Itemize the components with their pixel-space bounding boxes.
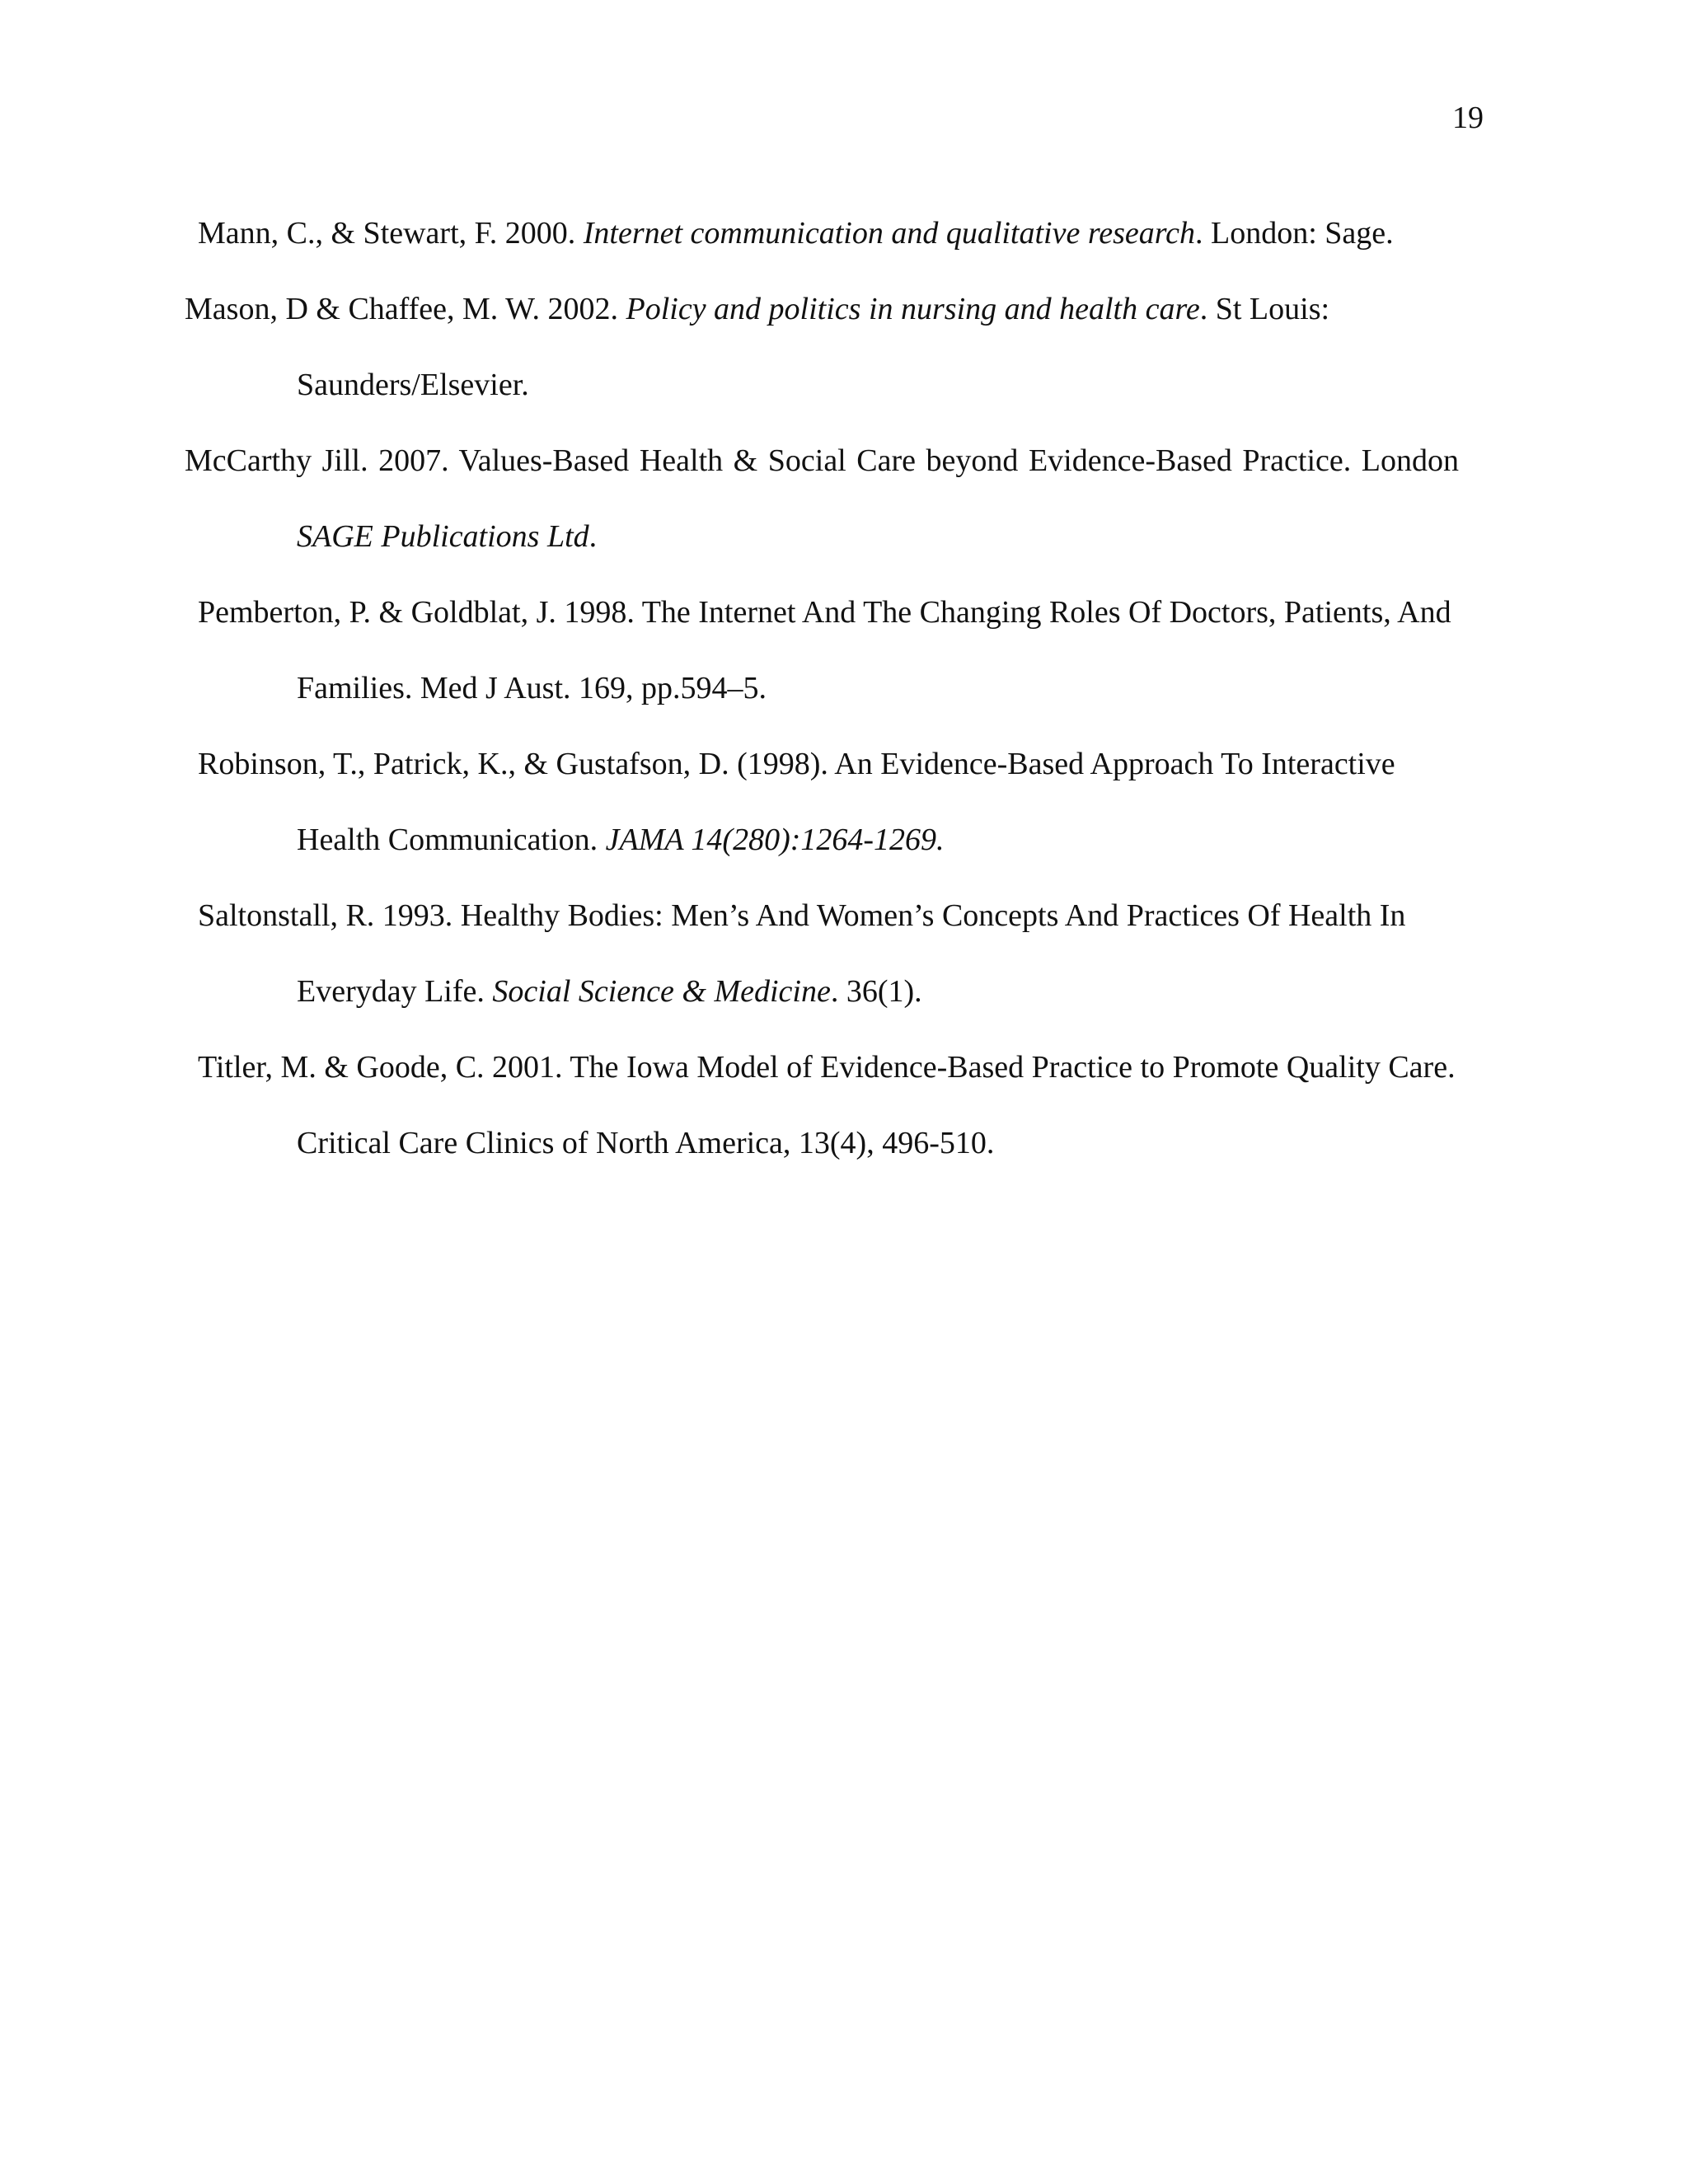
reference-text: Mason, D & Chaffee, M. W. 2002. (185, 292, 626, 326)
reference-entry-pemberton (0, 574, 1459, 726)
reference-text: . (588, 519, 598, 554)
reference-text: . 36(1). (830, 974, 922, 1009)
reference-text: Mann, C., & Stewart, F. 2000. (198, 216, 584, 251)
reference-title: Policy and politics in nursing and health care (626, 292, 1200, 326)
reference-title: Social Science & Medicine (492, 974, 831, 1009)
page-number: 19 (1452, 101, 1484, 135)
reference-entry-mccarthy (0, 423, 1459, 574)
reference-entry-robinson (0, 726, 1459, 878)
reference-text: Pemberton, P. & Goldblat, J. 1998. The Internet And The Changing Roles Of Doctors, Patients, And Families. Med J Aust. 169, pp.594–5. (198, 595, 1451, 705)
reference-text: Robinson, T., Patrick, K., & Gustafson, D. (1998). An Evidence-Based Approach To Interactive Health Communication. (198, 747, 1395, 857)
reference-text: . London: Sage. (1194, 216, 1394, 251)
reference-title: JAMA 14(280):1264-1269. (605, 823, 945, 857)
reference-text: McCarthy Jill. 2007. Values-Based Health & Social Care beyond Evidence-Based Practice. London (185, 443, 1459, 478)
reference-text: Saltonstall, R. 1993. Healthy Bodies: Men’s And Women’s Concepts And Practices Of Health In Everyday Life. (198, 898, 1406, 1009)
reference-entry-mason (0, 271, 1459, 423)
reference-entry-mann (0, 195, 1459, 271)
reference-text: Titler, M. & Goode, C. 2001. The Iowa Model of Evidence-Based Practice to Promote Quality Care. Critical Care Clinics of North America, 13(4), 496-510. (198, 1050, 1456, 1160)
reference-title: SAGE Publications Ltd (297, 519, 589, 554)
reference-text: . St Louis: Saunders/Elsevier. (297, 292, 1330, 402)
reference-entry-saltonstall (0, 878, 1459, 1029)
reference-title: Internet communication and qualitative research (583, 216, 1195, 251)
reference-list (0, 195, 1688, 1181)
reference-entry-titler (0, 1029, 1459, 1181)
